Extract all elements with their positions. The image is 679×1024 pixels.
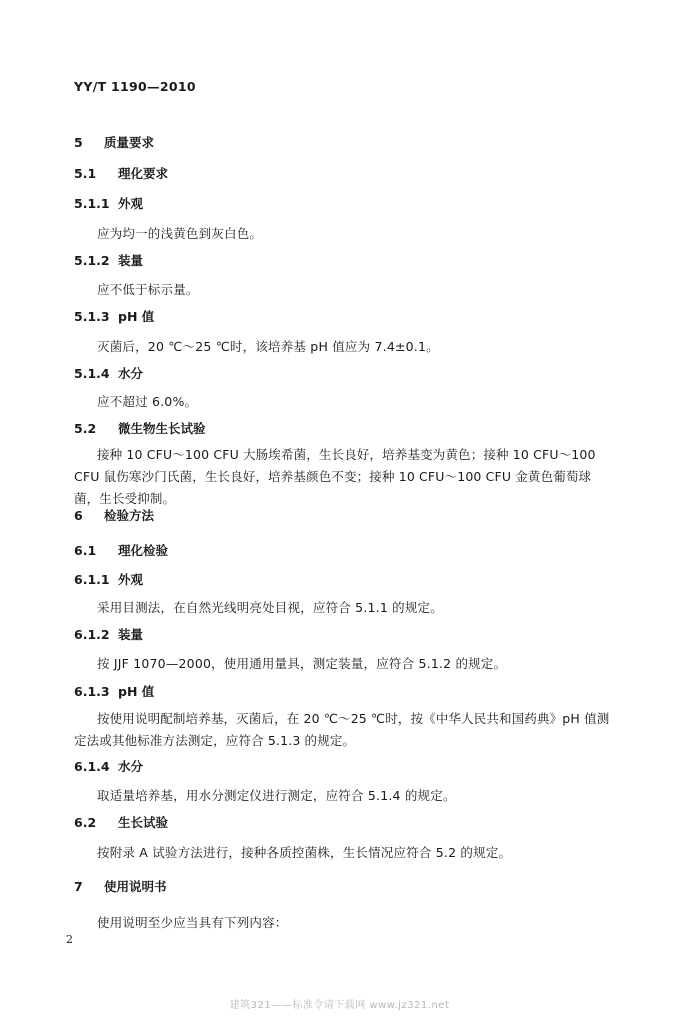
section-number: 6.1.2 bbox=[74, 627, 110, 642]
section-6-1-3-heading bbox=[74, 684, 154, 700]
section-title: 理化要求 bbox=[118, 166, 169, 181]
section-number: 6.1.4 bbox=[74, 759, 110, 774]
section-number: 5.1.4 bbox=[74, 366, 110, 381]
section-number: 5.1 bbox=[74, 166, 97, 181]
page-number: 2 bbox=[66, 933, 73, 946]
section-6-1-1-text: 采用目测法，在自然光线明亮处目视，应符合 5.1.1 的规定。 bbox=[97, 600, 443, 615]
section-6-1-2-text: 按 JJF 1070—2000，使用通用量具，测定装量，应符合 5.1.2 的规定。 bbox=[97, 656, 507, 671]
section-title: pH 值 bbox=[118, 309, 155, 324]
section-title: 理化检验 bbox=[118, 543, 169, 558]
section-5-1-4-text: 应不超过 6.0%。 bbox=[97, 394, 198, 409]
section-6-1-1-heading bbox=[74, 572, 143, 588]
section-title: 检验方法 bbox=[104, 508, 155, 523]
section-title: 水分 bbox=[118, 366, 144, 381]
section-number: 5.1.1 bbox=[74, 196, 110, 211]
section-number: 5.1.3 bbox=[74, 309, 110, 324]
section-title: 质量要求 bbox=[104, 135, 155, 150]
section-number: 6.1.3 bbox=[74, 684, 110, 699]
section-6-1-2-heading bbox=[74, 627, 143, 643]
section-5-1-4-heading bbox=[74, 366, 143, 382]
section-6-heading bbox=[74, 508, 154, 524]
section-7-heading bbox=[74, 879, 167, 895]
section-number: 6.1.1 bbox=[74, 572, 110, 587]
section-6-1-4-heading bbox=[74, 759, 143, 775]
section-6-1-3-text: 按使用说明配制培养基，灭菌后，在 20 ℃～25 ℃时，按《中华人民共和国药典》pH 值测定法或其他标准方法测定，应符合 5.1.3 的规定。 bbox=[74, 711, 610, 748]
section-title: 生长试验 bbox=[118, 815, 169, 830]
section-5-1-3-text: 灭菌后，20 ℃～25 ℃时，该培养基 pH 值应为 7.4±0.1。 bbox=[97, 339, 439, 354]
section-number: 6.1 bbox=[74, 543, 97, 558]
section-5-1-2-text: 应不低于标示量。 bbox=[97, 282, 199, 297]
section-5-1-1-text: 应为均一的浅黄色到灰白色。 bbox=[97, 226, 263, 241]
section-5-1-2-heading bbox=[74, 253, 143, 269]
section-number: 5.1.2 bbox=[74, 253, 110, 268]
section-title: 水分 bbox=[118, 759, 144, 774]
section-6-1-heading bbox=[74, 543, 168, 559]
section-title: 微生物生长试验 bbox=[118, 421, 206, 436]
section-7-text: 使用说明至少应当具有下列内容： bbox=[97, 915, 288, 930]
section-title: 装量 bbox=[118, 253, 144, 268]
section-5-1-heading bbox=[74, 166, 168, 182]
section-title: 外观 bbox=[118, 572, 144, 587]
section-title: pH 值 bbox=[118, 684, 155, 699]
section-5-2-text: 接种 10 CFU～100 CFU 大肠埃希菌，生长良好，培养基变为黄色；接种 10 CFU～100 CFU 鼠伤寒沙门氏菌，生长良好，培养基颜色不变；接种 10 CFU～100 CFU 金黄色葡萄球菌，生长受抑制。 bbox=[74, 447, 596, 506]
section-5-heading bbox=[74, 135, 154, 151]
section-6-2-text: 按附录 A 试验方法进行，接种各质控菌株，生长情况应符合 5.2 的规定。 bbox=[97, 845, 512, 860]
section-number: 5 bbox=[74, 135, 83, 150]
section-6-1-4-text: 取适量培养基，用水分测定仪进行测定，应符合 5.1.4 的规定。 bbox=[97, 788, 456, 803]
section-title: 使用说明书 bbox=[104, 879, 167, 894]
watermark: 建筑321——标准令请下载网 www.jz321.net bbox=[229, 1000, 450, 1011]
section-6-2-heading bbox=[74, 815, 168, 831]
section-5-2-heading bbox=[74, 421, 206, 437]
section-number: 6 bbox=[74, 508, 83, 523]
standard-code: YY/T 1190—2010 bbox=[74, 79, 196, 94]
section-number: 7 bbox=[74, 879, 83, 894]
section-5-1-1-heading bbox=[74, 196, 143, 212]
section-title: 装量 bbox=[118, 627, 144, 642]
section-number: 6.2 bbox=[74, 815, 97, 830]
section-5-1-3-heading bbox=[74, 309, 154, 325]
section-title: 外观 bbox=[118, 196, 144, 211]
section-number: 5.2 bbox=[74, 421, 97, 436]
